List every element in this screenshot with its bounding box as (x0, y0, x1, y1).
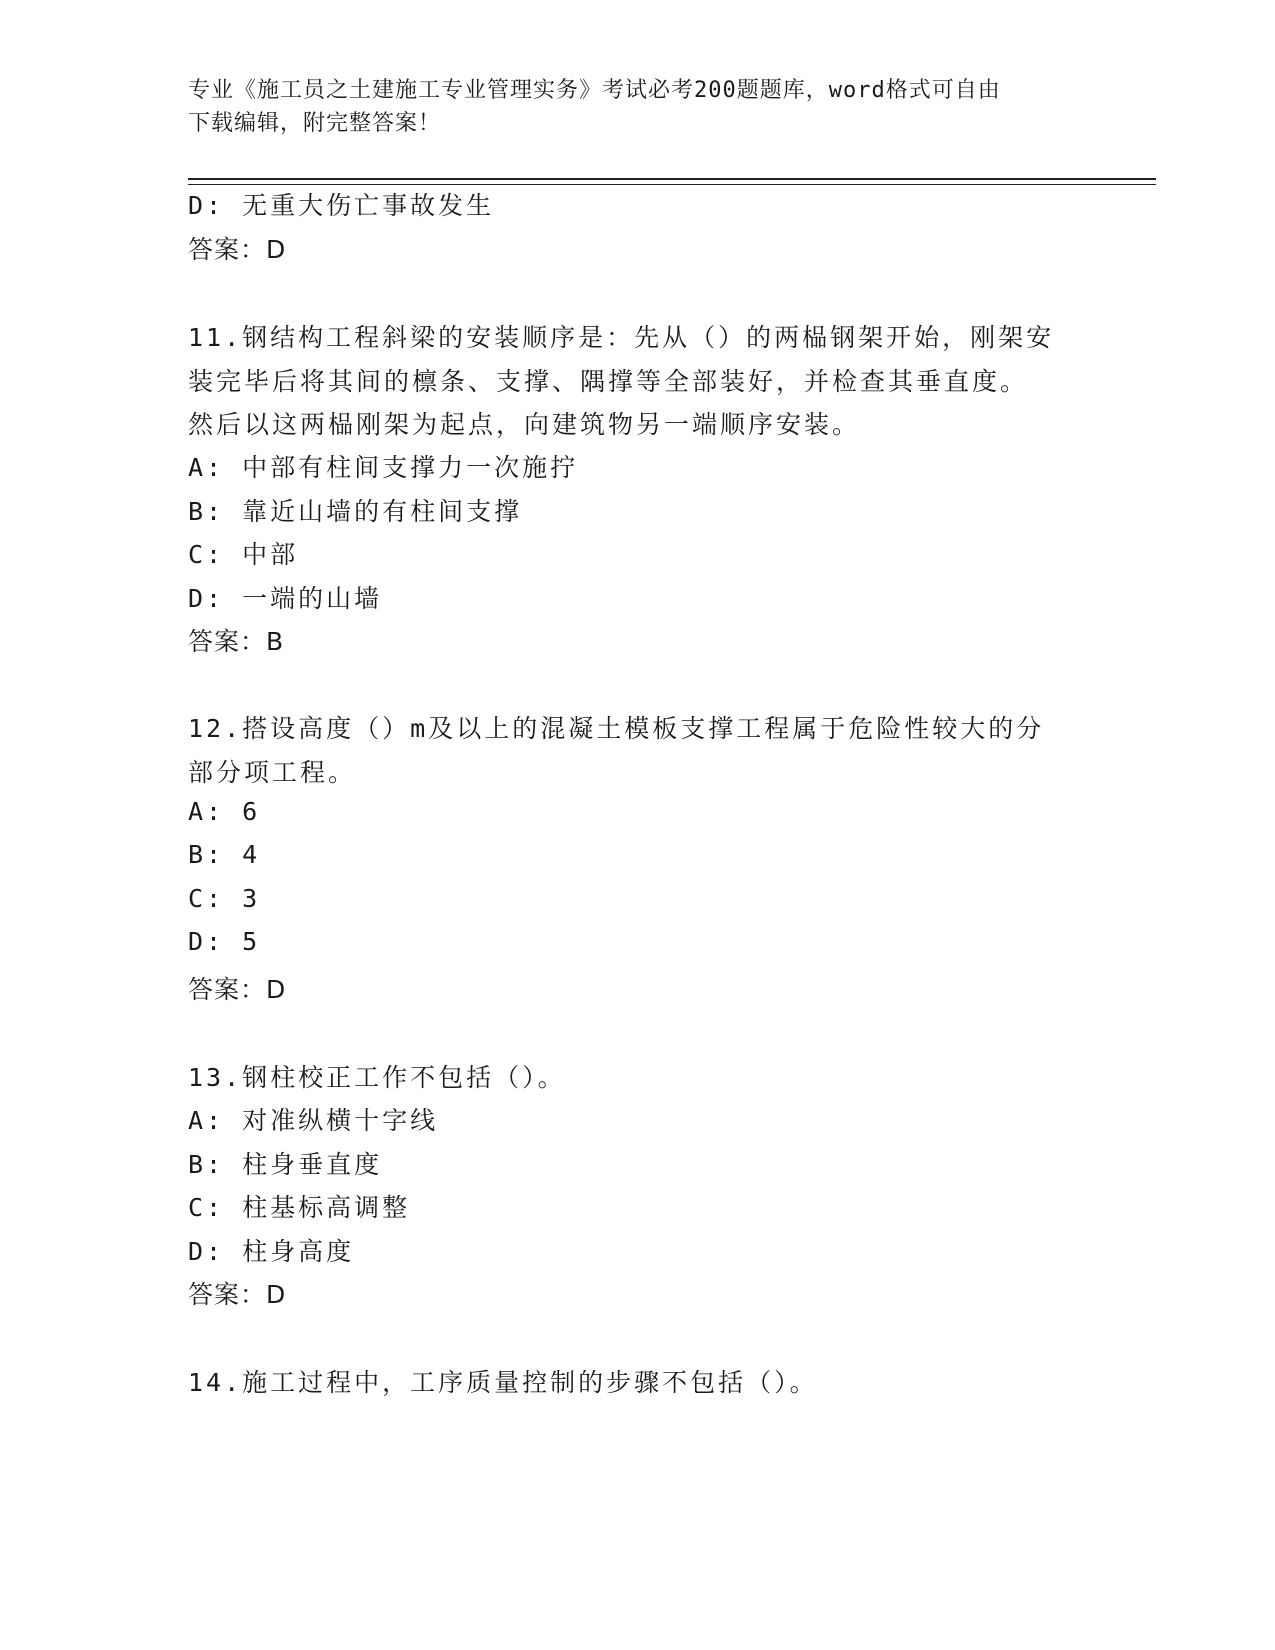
header-line-1: 专业《施工员之土建施工专业管理实务》考试必考200题题库，word格式可自由 (188, 78, 1001, 103)
q12-answer: 答案：D (188, 975, 287, 1004)
q13-option-a: A: 对准纵横十字线 (188, 1106, 439, 1135)
q12-stem-line-1: 12.搭设高度（）m及以上的混凝土模板支撑工程属于危险性较大的分 (188, 714, 1045, 743)
q11-option-d: D: 一端的山墙 (188, 584, 383, 613)
header-divider-thick (188, 178, 1156, 180)
q10-answer: 答案：D (188, 235, 287, 264)
q12-stem-line-2: 部分项工程。 (188, 758, 357, 787)
q11-stem-line-3: 然后以这两榀刚架为起点，向建筑物另一端顺序安装。 (188, 410, 861, 439)
q11-option-b: B: 靠近山墙的有柱间支撑 (188, 497, 523, 526)
q12-option-a: A: 6 (188, 797, 261, 826)
q13-option-c: C: 柱基标高调整 (188, 1193, 411, 1222)
q13-option-d: D: 柱身高度 (188, 1237, 355, 1266)
q11-answer: 答案：B (188, 627, 285, 656)
q12-option-c: C: 3 (188, 884, 261, 913)
q10-option-d: D: 无重大伤亡事故发生 (188, 191, 495, 220)
document-header (188, 74, 1088, 140)
header-divider-thin (188, 184, 1156, 185)
q14-stem-line-1: 14.施工过程中，工序质量控制的步骤不包括（）。 (188, 1368, 818, 1397)
q13-stem-line-1: 13.钢柱校正工作不包括（）。 (188, 1063, 566, 1092)
q13-option-b: B: 柱身垂直度 (188, 1150, 383, 1179)
q12-option-b: B: 4 (188, 840, 261, 869)
q13-answer: 答案：D (188, 1280, 287, 1309)
q11-option-a: A: 中部有柱间支撑力一次施拧 (188, 453, 579, 482)
q11-option-c: C: 中部 (188, 540, 299, 569)
q11-stem-line-2: 装完毕后将其间的檩条、支撑、隅撑等全部装好，并检查其垂直度。 (188, 367, 1029, 396)
q11-stem-line-1: 11.钢结构工程斜梁的安装顺序是：先从（）的两榀钢架开始，刚架安 (188, 323, 1055, 352)
header-line-2: 下载编辑，附完整答案！ (188, 111, 442, 136)
q12-option-d: D: 5 (188, 927, 261, 956)
